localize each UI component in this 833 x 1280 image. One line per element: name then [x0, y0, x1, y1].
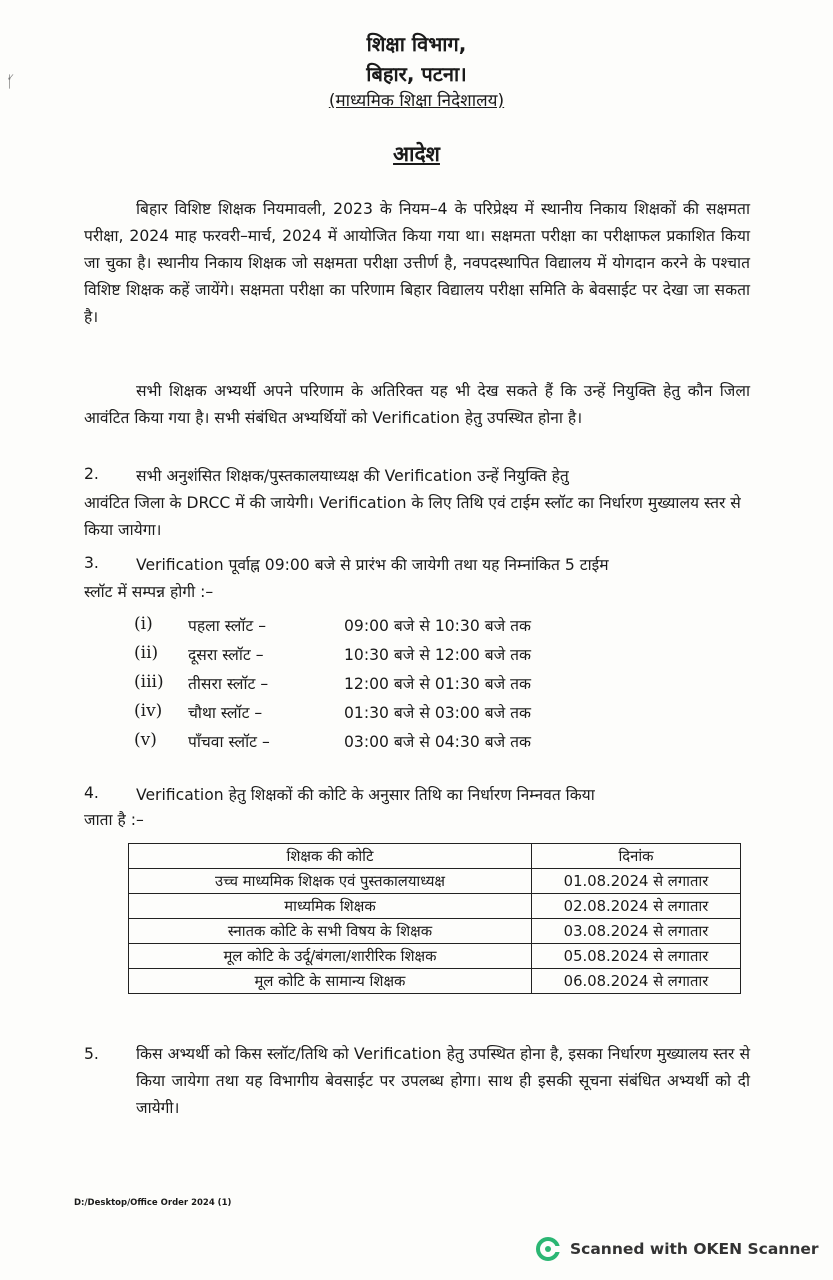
column-header-category: शिक्षक की कोटि: [129, 844, 532, 869]
table-header-row: [129, 844, 741, 869]
file-path-footer: D:/Desktop/Office Order 2024 (1): [74, 1198, 232, 1208]
paragraph-3-number: 3.: [84, 554, 99, 572]
paragraph-1b: सभी शिक्षक अभ्यर्थी अपने परिणाम के अतिरिक्त यह भी देख सकते हैं कि उन्हें नियुक्ति हेतु कौन जिला आवंटित किया गया है। सभी संबंधित अभ्यर्थियों को Verification हेतु उपस्थित होना है।: [84, 382, 750, 427]
table-row: [129, 894, 741, 919]
paragraph-4-first-line: Verification हेतु शिक्षकों की कोटि के अनुसार तिथि का निर्धारण निम्नवत किया: [136, 786, 595, 804]
department-location: बिहार, पटना।: [366, 62, 467, 86]
slot-time: 09:00 बजे से 10:30 बजे तक: [344, 617, 532, 635]
slot-roman: (iii): [134, 672, 164, 692]
paragraph-5-number: 5.: [84, 1045, 99, 1063]
slot-roman: (iv): [134, 701, 163, 721]
paragraph-4-continuation: जाता है :–: [84, 811, 144, 829]
directorate-name: (माध्यमिक शिक्षा निदेशालय): [328, 91, 505, 111]
date-cell: 02.08.2024 से लगातार: [532, 894, 741, 919]
slot-time: 01:30 बजे से 03:00 बजे तक: [344, 704, 532, 722]
date-cell: 05.08.2024 से लगातार: [532, 944, 741, 969]
scanner-watermark: [536, 1234, 819, 1264]
slot-name: दूसरा स्लॉट –: [188, 646, 264, 664]
paragraph-1: बिहार विशिष्ट शिक्षक नियमावली, 2023 के नियम–4 के परिप्रेक्ष्य में स्थानीय निकाय शिक्षकों की सक्षमता परीक्षा, 2024 माह फरवरी–मार्च, 2024 में आयोजित किया गया था। सक्षमता परीक्षा का परीक्षाफल प्रकाशित किया जा चुका है। स्थानीय निकाय शिक्षक जो सक्षमता परीक्षा उत्तीर्ण है, नवपदस्थापित विद्यालय में योगदान करने के पश्चात विशिष्ट शिक्षक कहें जायेंगे। सक्षमता परीक्षा का परिणाम बिहार विद्यालय परीक्षा समिति के बेवसाईट पर देखा जा सकता है।: [84, 200, 750, 326]
paragraph-2-first-line: सभी अनुशंसित शिक्षक/पुस्तकालयाध्यक्ष की Verification उन्हें नियुक्ति हेतु: [136, 467, 569, 485]
slot-name: चौथा स्लॉट –: [188, 704, 263, 722]
slot-roman: (v): [134, 730, 157, 750]
slot-roman: (ii): [134, 643, 159, 663]
slot-name: तीसरा स्लॉट –: [188, 675, 269, 693]
paragraph-5-text: किस अभ्यर्थी को किस स्लॉट/तिथि को Verification हेतु उपस्थित होना है, इसका निर्धारण मुख्यालय स्तर से किया जायेगा तथा यह विभागीय बेवसाईट पर उपलब्ध होगा। साथ ही इसकी सूचना संबंधित अभ्यर्थी को दी जायेगी।: [136, 1045, 750, 1117]
paragraph-2-number: 2.: [84, 465, 99, 483]
category-cell: स्नातक कोटि के सभी विषय के शिक्षक: [129, 919, 532, 944]
category-cell: मूल कोटि के उर्दू/बंगला/शारीरिक शिक्षक: [129, 944, 532, 969]
paragraph-3-continuation: स्लॉट में सम्पन्न होगी :–: [84, 583, 214, 601]
paragraph-2-continuation: आवंटित जिला के DRCC में की जायेगी। Verification के लिए तिथि एवं टाईम स्लॉट का निर्धारण मुख्यालय स्तर से किया जायेगा।: [84, 494, 741, 539]
column-header-date: दिनांक: [532, 844, 741, 869]
slot-roman: (i): [134, 614, 153, 634]
paragraph-3-first-line: Verification पूर्वाह्न 09:00 बजे से प्रारंभ की जायेगी तथा यह निम्नांकित 5 टाईम: [136, 556, 609, 574]
category-cell: मूल कोटि के सामान्य शिक्षक: [129, 969, 532, 994]
margin-mark: ᚶ: [6, 72, 16, 91]
slot-time: 12:00 बजे से 01:30 बजे तक: [344, 675, 532, 693]
date-cell: 06.08.2024 से लगातार: [532, 969, 741, 994]
oken-scanner-logo-icon: [536, 1237, 560, 1261]
slot-time: 03:00 बजे से 04:30 बजे तक: [344, 733, 532, 751]
category-cell: उच्च माध्यमिक शिक्षक एवं पुस्तकालयाध्यक्ष: [129, 869, 532, 894]
table-row: [129, 969, 741, 994]
scanner-text: Scanned with OKEN Scanner: [570, 1240, 819, 1258]
order-title: आदेश: [393, 142, 440, 166]
teacher-category-date-table: [128, 843, 741, 994]
slot-time: 10:30 बजे से 12:00 बजे तक: [344, 646, 532, 664]
category-cell: माध्यमिक शिक्षक: [129, 894, 532, 919]
paragraph-4-number: 4.: [84, 784, 99, 802]
table-row: [129, 944, 741, 969]
date-cell: 01.08.2024 से लगातार: [532, 869, 741, 894]
date-cell: 03.08.2024 से लगातार: [532, 919, 741, 944]
paragraph-5: [136, 1041, 750, 1122]
slot-name: पहला स्लॉट –: [188, 617, 266, 635]
slot-name: पाँचवा स्लॉट –: [188, 733, 270, 751]
table-row: [129, 919, 741, 944]
table-row: [129, 869, 741, 894]
department-name: शिक्षा विभाग,: [366, 32, 467, 56]
